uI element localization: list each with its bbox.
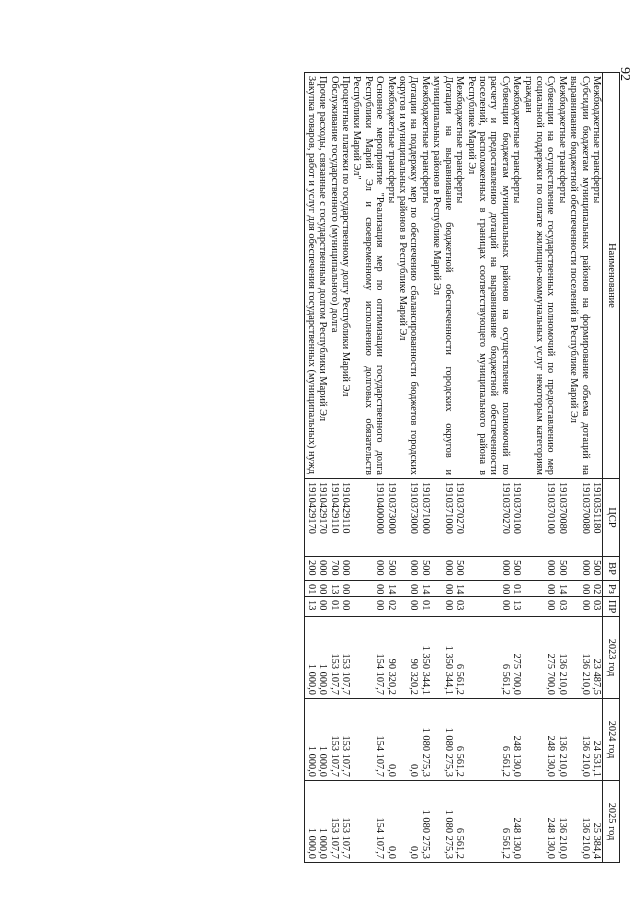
cell-2024: 0,0 [397,699,420,781]
cell-vr: 700 [328,557,339,581]
cell-2024: 0,0 [385,699,396,781]
cell-2024: 6 561,2 [465,699,511,781]
cell-2024: 1 080 275,3 [431,699,454,781]
cell-vr: 500 [454,557,465,581]
cell-csr: 1910429170 [305,479,317,557]
cell-2024: 153 107,7 [340,699,351,781]
cell-pr: 00 [568,597,591,617]
cell-pr: 01 [328,597,339,617]
cell-name: Межбюджетные трансферты [511,73,522,479]
cell-rz: 01 [305,581,317,597]
budget-table [304,72,620,863]
cell-vr: 500 [511,557,522,581]
cell-csr: 1910373000 [397,479,420,557]
cell-2024: 24 531,1 [591,699,603,781]
cell-pr: 00 [431,597,454,617]
cell-2023: 154 107,7 [351,617,385,699]
cell-csr: 1910370080 [556,479,567,557]
cell-csr: 1910370270 [454,479,465,557]
table-row [351,73,385,863]
table-row [317,73,328,863]
cell-rz: 00 [568,581,591,597]
cell-2023: 275 700,0 [511,617,522,699]
cell-rz: 00 [465,581,511,597]
cell-2025: 248 130,0 [511,781,522,863]
cell-2023: 90 320,2 [385,617,396,699]
cell-pr: 00 [397,597,420,617]
table-row [397,73,420,863]
header-csr: ЦСР [603,479,620,557]
table-row [511,73,522,863]
cell-vr: 000 [522,557,556,581]
cell-rz: 00 [340,581,351,597]
header-2024: 2024 год [603,699,620,781]
cell-pr: 03 [556,597,567,617]
cell-csr: 1910370270 [465,479,511,557]
table-row [431,73,454,863]
table-row [385,73,396,863]
page-number: 92 [617,67,632,81]
table-row [328,73,339,863]
cell-rz: 14 [454,581,465,597]
table-row [568,73,591,863]
cell-pr: 13 [305,597,317,617]
cell-vr: 500 [420,557,431,581]
cell-vr: 000 [465,557,511,581]
cell-rz: 00 [317,581,328,597]
cell-2023: 1 000,0 [305,617,317,699]
cell-name: Дотации на поддержку мер по обеспечению сбалансированности бюджетов городских округов и муниципальных районов в Республике Марий Эл [397,73,420,479]
cell-vr: 500 [591,557,603,581]
cell-2023: 1 000,0 [317,617,328,699]
cell-vr: 000 [351,557,385,581]
cell-vr: 200 [305,557,317,581]
cell-csr: 1910429170 [317,479,328,557]
cell-name: Субвенции бюджетам муниципальных районов на осуществление полномочий по расчету и предоставлению дотаций на выравнивание бюджетной обеспеченности поселений, расположенных в границах соответствующего муниципального района в Республике Марий Эл [465,73,511,479]
cell-csr: 1910429110 [328,479,339,557]
header-pr: ПР [603,597,620,617]
cell-pr: 00 [317,597,328,617]
header-2023: 2023 год [603,617,620,699]
table-row [305,73,317,863]
cell-csr: 1910400000 [351,479,385,557]
table-header-row [603,73,620,863]
table-row [340,73,351,863]
table-row [591,73,603,863]
cell-pr: 00 [340,597,351,617]
cell-2025: 153 107,7 [328,781,339,863]
cell-2024: 154 107,7 [351,699,385,781]
cell-2023: 6 561,2 [454,617,465,699]
cell-vr: 000 [340,557,351,581]
cell-pr: 00 [522,597,556,617]
cell-2025: 1 000,0 [317,781,328,863]
cell-name: Межбюджетные трансферты [454,73,465,479]
cell-vr: 000 [317,557,328,581]
cell-2025: 153 107,7 [340,781,351,863]
cell-2024: 136 210,0 [568,699,591,781]
cell-rz: 00 [397,581,420,597]
cell-vr: 500 [385,557,396,581]
rotated-page-content [110,72,620,862]
cell-csr: 1910371000 [431,479,454,557]
table-row [454,73,465,863]
cell-2024: 6 561,2 [454,699,465,781]
cell-name: Прочие расходы, связанные с государственным долгом Республики Марий Эл [317,73,328,479]
cell-name: Дотации на выравнивание бюджетной обеспеченности городских округов и муниципальных районов в Республике Марий Эл [431,73,454,479]
cell-name: Закупка товаров, работ и услуг для обеспечения государственных (муниципальных) нужд [305,73,317,479]
cell-name: Межбюджетные трансферты [420,73,431,479]
cell-rz: 13 [328,581,339,597]
cell-2023: 136 210,0 [568,617,591,699]
cell-2023: 275 700,0 [522,617,556,699]
cell-2025: 6 561,2 [454,781,465,863]
header-vr: ВР [603,557,620,581]
cell-csr: 1910429110 [340,479,351,557]
cell-2024: 136 210,0 [556,699,567,781]
cell-2025: 0,0 [397,781,420,863]
cell-2025: 154 107,7 [351,781,385,863]
cell-rz: 02 [591,581,603,597]
cell-rz: 14 [420,581,431,597]
table-row [420,73,431,863]
cell-name: Межбюджетные трансферты [591,73,603,479]
cell-pr: 03 [591,597,603,617]
cell-2025: 25 384,4 [591,781,603,863]
cell-rz: 00 [522,581,556,597]
header-2025: 2025 год [603,781,620,863]
header-name: Наименование [603,73,620,479]
cell-rz: 00 [431,581,454,597]
cell-name: Обслуживание государственного (муниципального) долга [328,73,339,479]
cell-vr: 000 [568,557,591,581]
cell-pr: 02 [385,597,396,617]
cell-2023: 153 107,7 [340,617,351,699]
cell-vr: 000 [431,557,454,581]
cell-2025: 136 210,0 [556,781,567,863]
cell-rz: 14 [556,581,567,597]
cell-2024: 248 130,0 [511,699,522,781]
header-rz: Рз [603,581,620,597]
cell-name: Межбюджетные трансферты [385,73,396,479]
cell-csr: 1910370100 [511,479,522,557]
cell-2023: 153 107,7 [328,617,339,699]
cell-2023: 136 210,0 [556,617,567,699]
cell-2023: 1 350 344,1 [420,617,431,699]
cell-csr: 1910370080 [568,479,591,557]
cell-2024: 1 000,0 [305,699,317,781]
cell-name: Субвенции на осуществление государственных полномочий по предоставлению мер социальной поддержки по оплате жилищно-коммунальных услуг некоторым категориям граждан [522,73,556,479]
cell-rz: 00 [351,581,385,597]
cell-2023: 1 350 344,1 [431,617,454,699]
cell-2023: 6 561,2 [465,617,511,699]
cell-2025: 248 130,0 [522,781,556,863]
table-row [556,73,567,863]
cell-pr: 01 [420,597,431,617]
cell-2024: 153 107,7 [328,699,339,781]
cell-2025: 1 080 275,3 [431,781,454,863]
cell-pr: 03 [454,597,465,617]
cell-pr: 00 [465,597,511,617]
table-row [522,73,556,863]
cell-vr: 500 [556,557,567,581]
cell-2025: 6 561,2 [465,781,511,863]
cell-vr: 000 [397,557,420,581]
table-row [465,73,511,863]
cell-2025: 1 000,0 [305,781,317,863]
cell-2025: 0,0 [385,781,396,863]
cell-name: Основное мероприятие "Реализация мер по оптимизации государственного долга Республики Марий Эл и своевременному исполнению долговых обязательств Республики Марий Эл" [351,73,385,479]
cell-2023: 23 487,5 [591,617,603,699]
cell-2023: 90 320,2 [397,617,420,699]
cell-rz: 01 [511,581,522,597]
cell-pr: 00 [351,597,385,617]
cell-2024: 1 080 275,3 [420,699,431,781]
cell-2025: 1 080 275,3 [420,781,431,863]
cell-name: Процентные платежи по государственному долгу Республики Марий Эл [340,73,351,479]
cell-pr: 13 [511,597,522,617]
cell-2024: 1 000,0 [317,699,328,781]
cell-rz: 14 [385,581,396,597]
cell-csr: 1910370100 [522,479,556,557]
cell-2024: 248 130,0 [522,699,556,781]
cell-csr: 1910373000 [385,479,396,557]
cell-2025: 136 210,0 [568,781,591,863]
cell-csr: 1910371000 [420,479,431,557]
cell-name: Межбюджетные трансферты [556,73,567,479]
table-body [305,73,603,863]
cell-csr: 1910351180 [591,479,603,557]
cell-name: Субсидии бюджетам муниципальных районов на формирование объема дотаций на выравнивание бюджетной обеспеченности поселений в Республике Марий Эл [568,73,591,479]
